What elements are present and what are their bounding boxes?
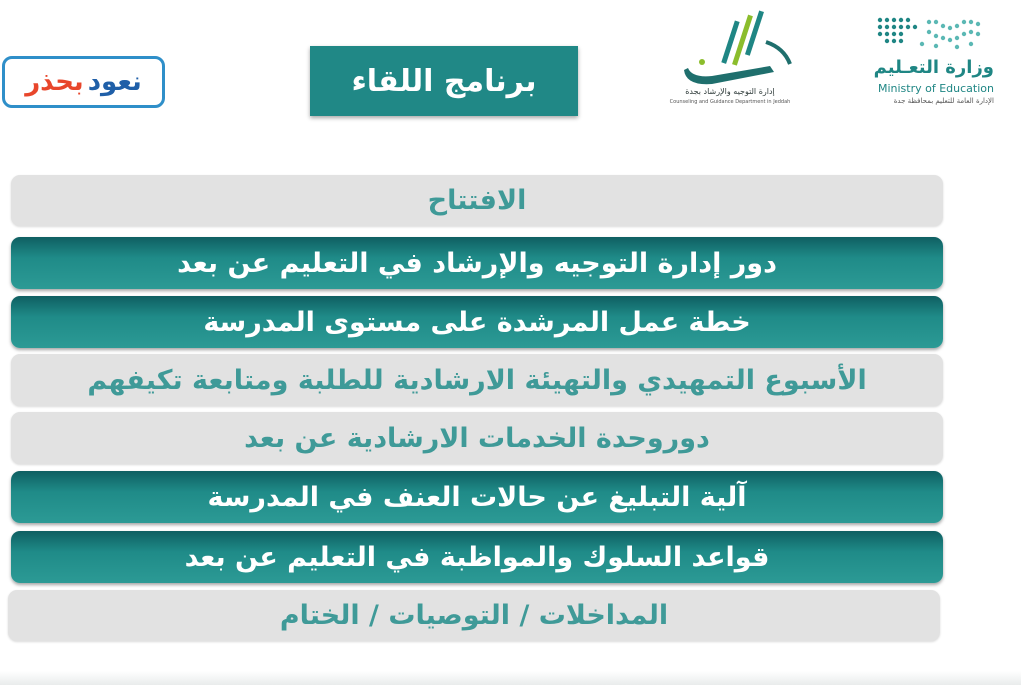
agenda-item-behavior-rules: قواعد السلوك والمواظبة في التعليم عن بعد	[11, 531, 943, 583]
campaign-logo	[2, 56, 165, 108]
agenda-item-closing: المداخلات / التوصيات / الختام	[8, 590, 940, 641]
ministry-name-ar: وزارة التعـليم	[873, 57, 994, 78]
agenda-item-services-unit: دوروحدة الخدمات الارشادية عن بعد	[11, 412, 943, 464]
ministry-subtitle: الإدارة العامة للتعليم بمحافظة جدة	[893, 97, 994, 105]
irshad-name-ar: إدارة التوجيه والإرشاد بجدة	[685, 87, 775, 96]
agenda-item-orientation-week: الأسبوع التمهيدي والتهيئة الارشادية للطلبة ومتابعة تكيفهم	[11, 354, 943, 406]
campaign-logo-word1: نعود	[87, 67, 142, 97]
campaign-logo-word2: بحذر	[25, 67, 84, 97]
agenda-item-role-of-department: دور إدارة التوجيه والإرشاد في التعليم عن بعد	[11, 237, 943, 289]
ministry-name-en: Ministry of Education	[877, 82, 994, 95]
agenda-item-counselor-plan: خطة عمل المرشدة على مستوى المدرسة	[11, 296, 943, 348]
agenda-item-opening: الافتتاح	[11, 175, 943, 226]
bottom-shade	[0, 671, 1021, 685]
page-title: برنامج اللقاء	[310, 46, 578, 116]
agenda-item-violence-reporting: آلية التبليغ عن حالات العنف في المدرسة	[11, 471, 943, 523]
ministry-logo-icon	[874, 14, 986, 54]
irshad-name-en: Counseling and Guidance Department in Jeddah	[669, 99, 791, 105]
